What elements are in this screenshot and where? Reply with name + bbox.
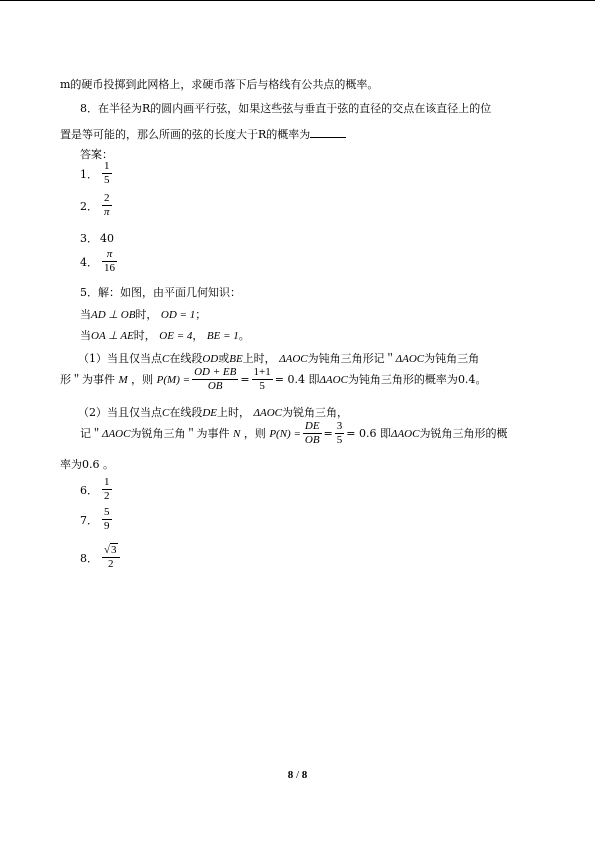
answer-5-case2: 当OA ⊥ AE时， OE = 4， BE = 1。	[80, 329, 250, 342]
answer-5-part2-line1: （2）当且仅当点C在线段DE上时， ΔAOC为锐角三角，	[78, 406, 348, 419]
answer-5-title: 5．解：如图，由平面几何知识：	[80, 286, 241, 299]
answer-7: 7． $\frac{5}{9}$	[80, 506, 110, 532]
fraction: $\frac{3}{5}$	[336, 420, 343, 446]
fraction: $\frac{DE}{OB}$	[304, 420, 320, 446]
answer-5-part1-line1: （1）当且仅当点C在线段OD或BE上时， ΔAOC为钝角三角形记＂ΔAOC为钝角三角	[78, 352, 480, 365]
answer-4: 4． $\frac{\pi}{16}$	[80, 248, 115, 274]
fraction: $\frac{5}{9}$	[104, 506, 110, 532]
question-8-line1: 8．在半径为R的圆内画平行弦，如果这些弦与垂直于弦的直径的交点在该直径上的位	[80, 102, 492, 115]
answers-title: 答案：	[80, 148, 113, 161]
answer-3: 3． 40	[80, 232, 114, 245]
header-rule	[0, 0, 595, 1]
fraction: $\frac{\pi}{16}$	[104, 248, 115, 274]
answer-8: 8． $\frac{√3}{2}$	[80, 544, 122, 571]
answer-5-case1: 当AD ⊥ OB时， OD = 1；	[80, 308, 207, 321]
fraction: $\frac{2}{\pi}$	[104, 192, 110, 218]
fraction: $\frac{1+1}{5}$	[253, 366, 271, 392]
answer-5-part2-line2: 记＂ ΔAOC 为锐角三角＂为事件 N ，则 P(N) = $\frac{DE}{OB}$ = $\frac{3}{5}$ = 0.6 即 ΔAOC 为锐角三角形的概	[80, 420, 508, 446]
answer-2: 2． $\frac{2}{\pi}$	[80, 192, 110, 218]
answer-5-part1-line2: 形＂为事件 M ，则 P(M) = $\frac{OD + EB}{OB}$ = $\frac{1+1}{5}$ = 0.4 即 ΔAOC 为钝角三角形的概率为 0.4 。	[60, 366, 487, 392]
fraction: $\frac{1}{2}$	[104, 476, 110, 502]
answer-6: 6． $\frac{1}{2}$	[80, 476, 110, 502]
answer-5-part2-line3: 率为0.6 。	[60, 458, 114, 471]
fraction: $\frac{OD + EB}{OB}$	[194, 366, 237, 392]
fraction: $\frac{1}{5}$	[104, 160, 110, 186]
sqrt-symbol: √3	[104, 544, 117, 556]
question-7-tail: m的硬币投掷到此网格上，求硬币落下后与格线有公共点的概率。	[60, 78, 379, 91]
question-8-line2: 置是等可能的，那么所画的弦的长度大于R的概率为	[60, 126, 346, 142]
answer-1: 1． $\frac{1}{5}$	[80, 160, 110, 186]
page-number: 8 / 8	[287, 769, 308, 781]
answer-blank	[310, 126, 346, 138]
fraction: $\frac{√3}{2}$	[102, 544, 120, 571]
